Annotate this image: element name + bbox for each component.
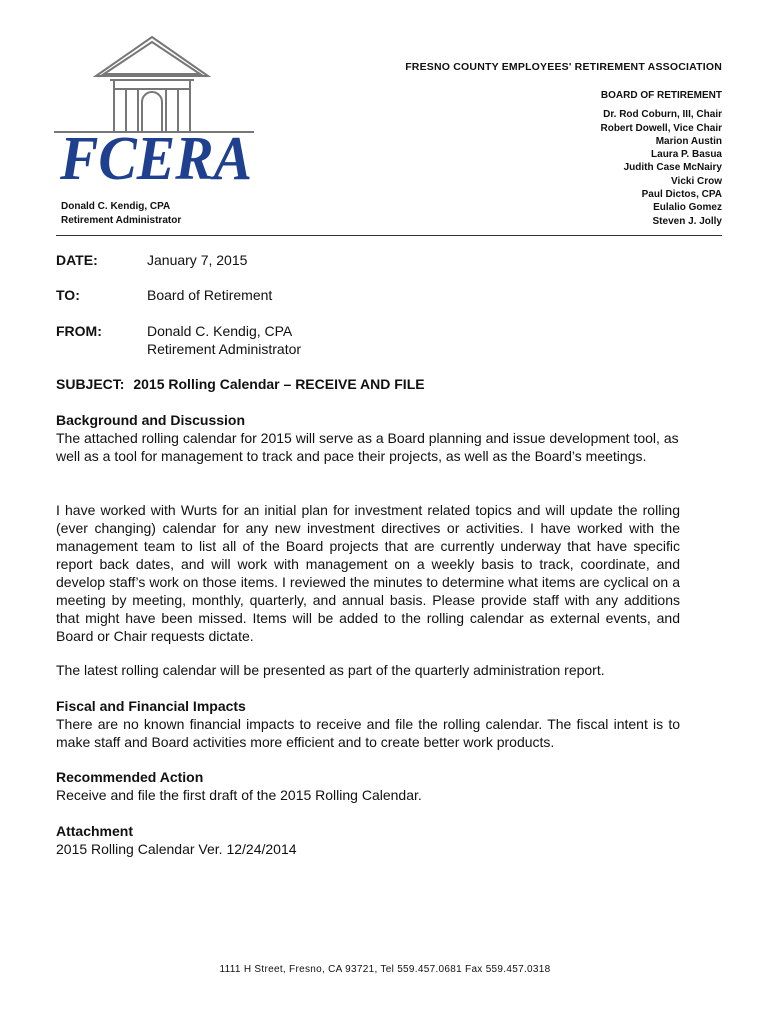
svg-text:FCERA: FCERA xyxy=(59,125,252,184)
board-member: Judith Case McNairy xyxy=(623,162,722,174)
to-label: TO: xyxy=(56,287,80,303)
memo-subject xyxy=(56,376,425,392)
fiscal-heading: Fiscal and Financial Impacts xyxy=(56,698,246,714)
administrator-title: Retirement Administrator xyxy=(61,214,182,226)
from-label: FROM: xyxy=(56,323,102,339)
board-member: Marion Austin xyxy=(655,135,722,147)
background-section xyxy=(56,411,680,465)
fiscal-section xyxy=(56,697,680,751)
footer-address: 1111 H Street, Fresno, CA 93721, Tel 559.457.0681 Fax 559.457.0318 xyxy=(219,964,551,975)
recommended-action-section xyxy=(56,768,680,804)
background-paragraph-2-block xyxy=(56,501,680,645)
board-title: BOARD OF RETIREMENT xyxy=(600,90,722,101)
subject-label: SUBJECT: xyxy=(56,376,125,392)
organization-name: FRESNO COUNTY EMPLOYEES' RETIREMENT ASSOCIATION xyxy=(405,61,722,73)
date-label: DATE: xyxy=(56,252,98,268)
from-title: Retirement Administrator xyxy=(147,341,302,357)
background-paragraph-1: The attached rolling calendar for 2015 will serve as a Board planning and issue development tool, as well as a tool for management to track and pace their projects, as well as the Board’s meetings. xyxy=(56,430,679,464)
background-heading: Background and Discussion xyxy=(56,412,246,428)
board-member: Paul Dictos, CPA xyxy=(641,189,722,201)
from-name: Donald C. Kendig, CPA xyxy=(147,323,293,339)
background-paragraph-3: The latest rolling calendar will be presented as part of the quarterly administration report. xyxy=(56,662,605,678)
administrator-name: Donald C. Kendig, CPA xyxy=(61,201,171,212)
attachment-section xyxy=(56,822,680,858)
board-member: Eulalio Gomez xyxy=(653,202,722,214)
background-paragraph-2: I have worked with Wurts for an initial plan for investment related topics and will update the rolling (ever changing) calendar for any new investment directives or activities. I have worked with the management team to list all of the Board projects that are currently underway that have specific report back dates, and will work with management on a weekly basis to track, coordinate, and develop staff’s work on those items. I reviewed the minutes to determine what items are cyclical on a meeting by meeting, monthly, quarterly, and annual basis. Please provide staff with any additions that might have been missed. Items will be added to the rolling calendar as external events, and Board or Chair requests dictate. xyxy=(56,502,680,644)
fiscal-paragraph: There are no known financial impacts to receive and file the rolling calendar. The fiscal intent is to make staff and Board activities more efficient and to create better work products. xyxy=(56,716,680,750)
header-divider xyxy=(56,235,722,236)
background-paragraph-3-block xyxy=(56,661,680,679)
board-member: Dr. Rod Coburn, III, Chair xyxy=(603,109,722,121)
administrator-block xyxy=(61,200,181,227)
board-member: Laura P. Basua xyxy=(651,149,722,161)
subject-value: 2015 Rolling Calendar – RECEIVE AND FILE xyxy=(133,376,425,392)
board-member: Vicki Crow xyxy=(671,175,722,187)
board-member: Steven J. Jolly xyxy=(652,215,722,227)
date-value: January 7, 2015 xyxy=(147,252,248,268)
fcera-logo xyxy=(54,34,259,184)
to-value: Board of Retirement xyxy=(147,287,273,303)
recommended-heading: Recommended Action xyxy=(56,769,204,785)
board-member: Robert Dowell, Vice Chair xyxy=(600,122,722,134)
attachment-heading: Attachment xyxy=(56,823,134,839)
recommended-paragraph: Receive and file the first draft of the 2015 Rolling Calendar. xyxy=(56,787,422,803)
board-of-retirement-list xyxy=(600,89,722,228)
attachment-paragraph: 2015 Rolling Calendar Ver. 12/24/2014 xyxy=(56,841,297,857)
